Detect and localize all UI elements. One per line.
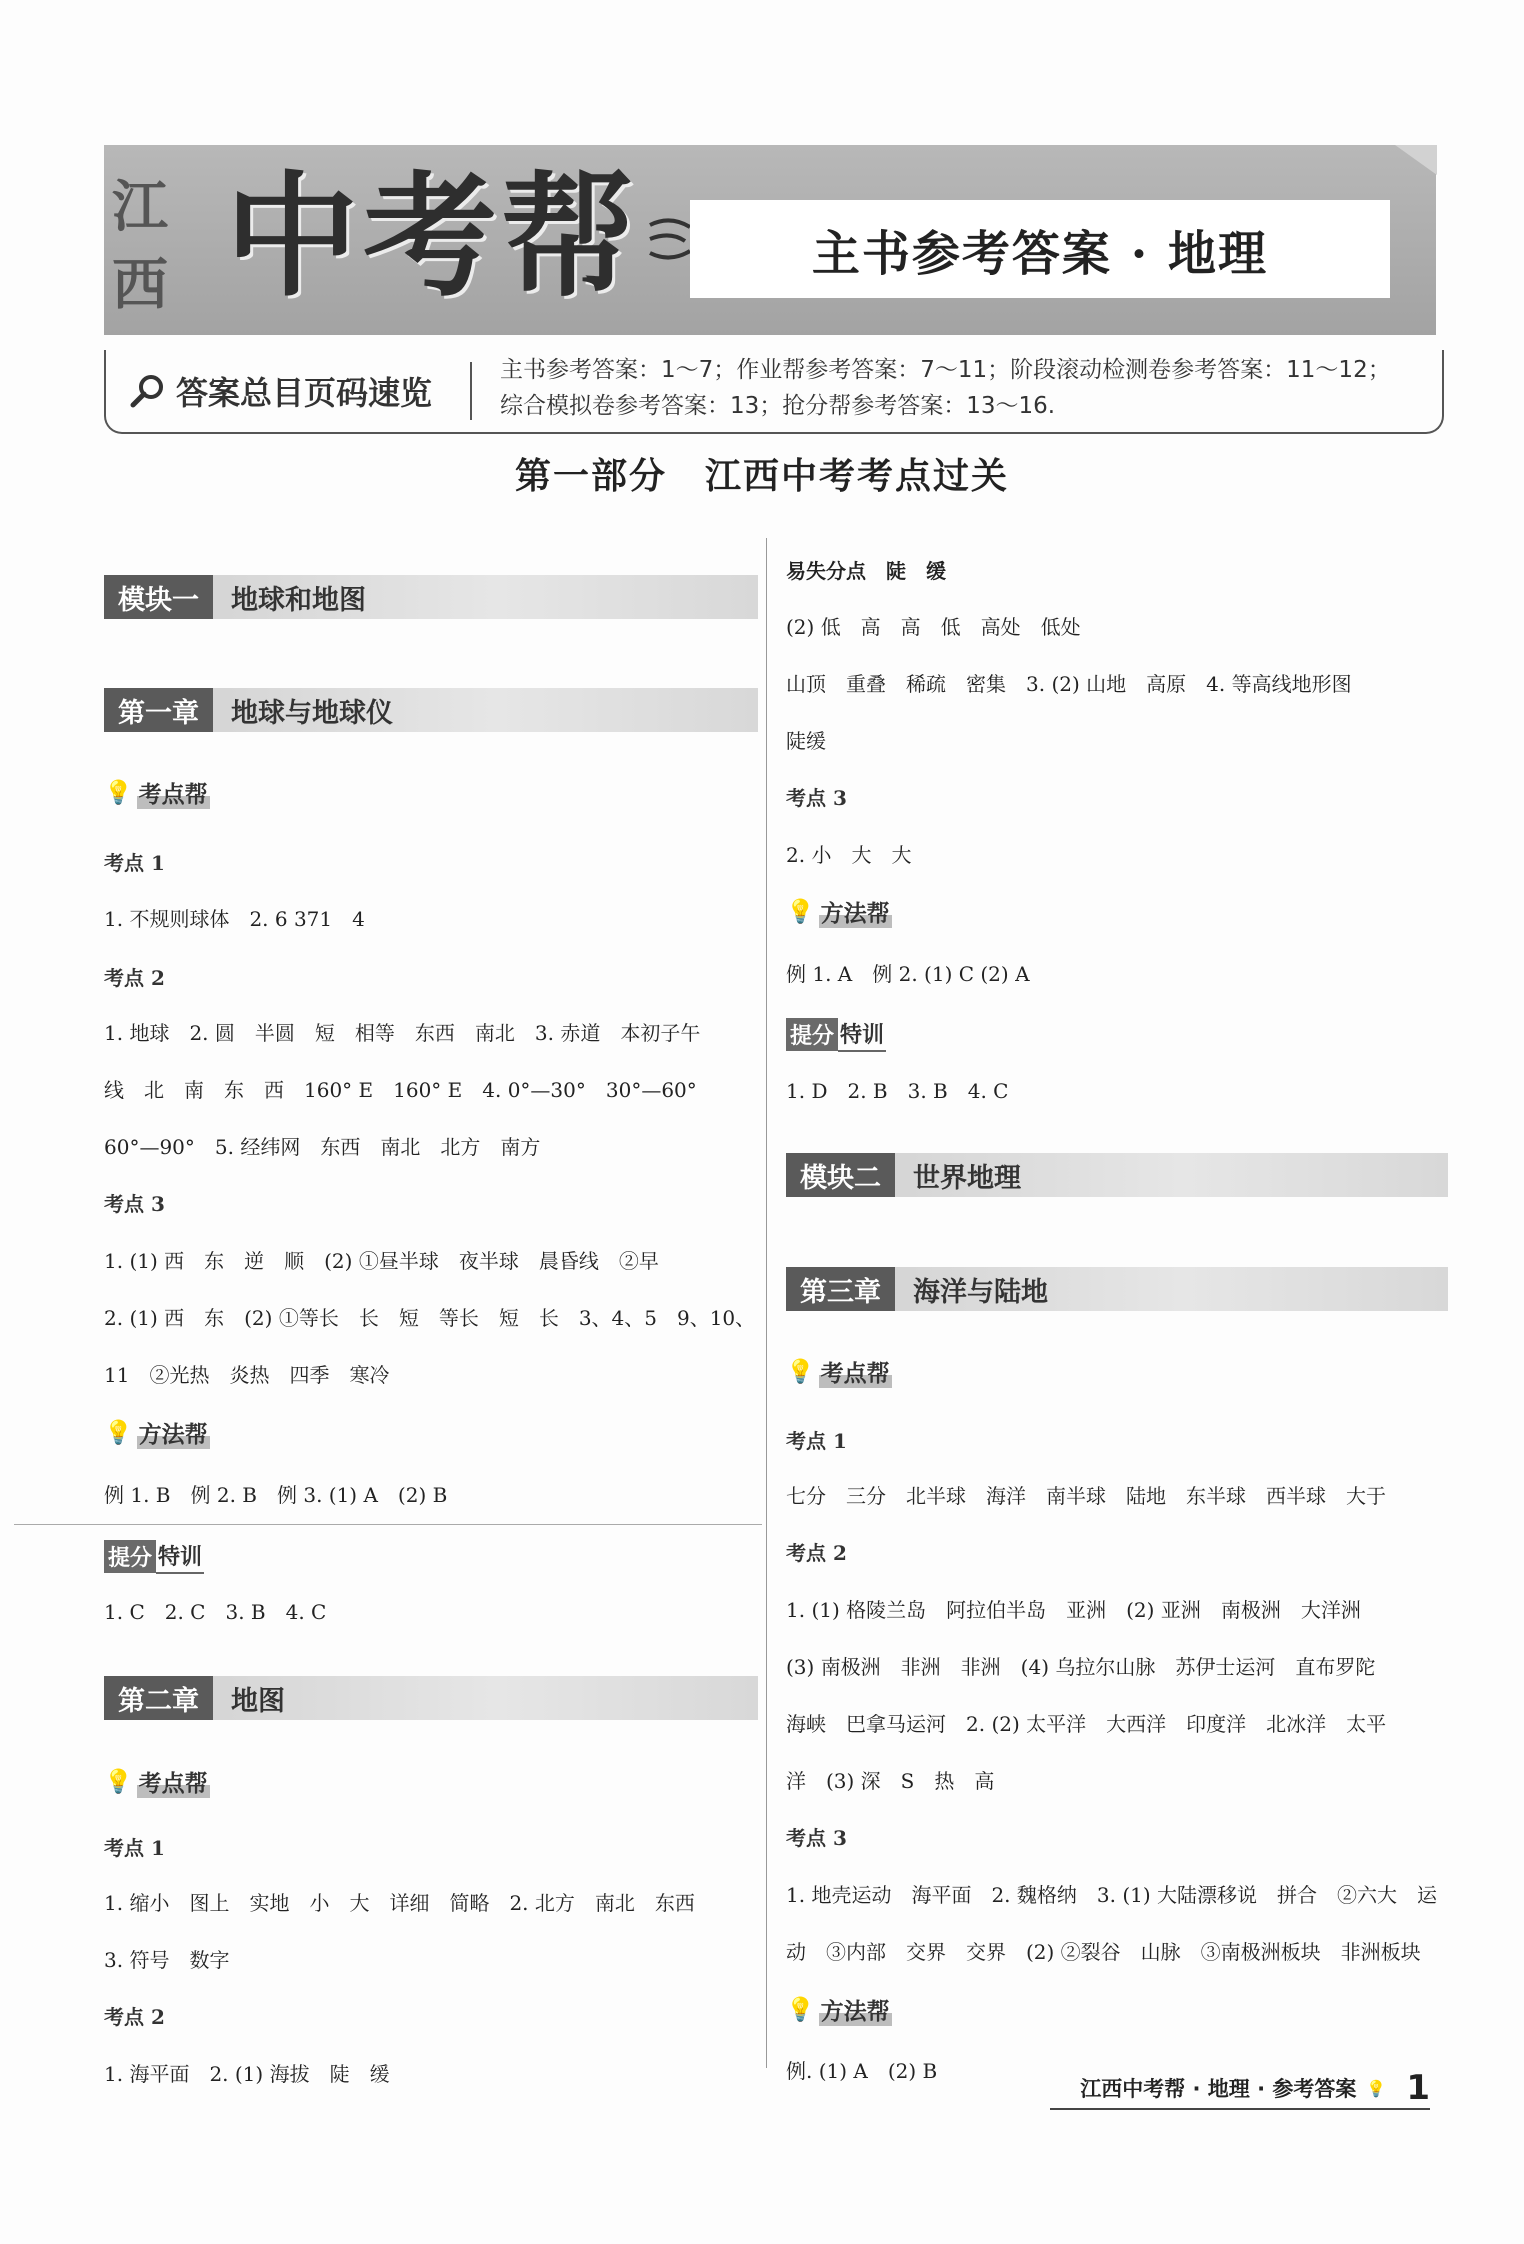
kd-heading: 考点 2 <box>786 1541 847 1565</box>
answer-line: 1. (1) 西 东 逆 顺 (2) ①昼半球 夜半球 晨昏线 ②早 <box>104 1249 659 1273</box>
answer-line: 例. (1) A (2) B <box>786 2059 938 2083</box>
tsz-a: 提分 <box>104 1540 156 1573</box>
module-1-bar <box>104 575 758 619</box>
kd-heading: 考点 1 <box>104 851 165 875</box>
tsz-b: 特训 <box>156 1539 204 1574</box>
bulb-icon: 💡 <box>786 899 815 925</box>
index-title-text: 答案总目页码速览 <box>176 374 433 412</box>
kd-heading: 考点 3 <box>786 1826 847 1850</box>
chapter-3-title: 海洋与陆地 <box>913 1276 1048 1308</box>
module-1-tag: 模块一 <box>104 575 213 619</box>
part-title: 第一部分 江西中考考点过关 <box>514 456 1009 497</box>
index-line-1: 主书参考答案：1～7；作业帮参考答案：7～11；阶段滚动检测卷参考答案：11～12； <box>500 357 1391 383</box>
ffb-label-3 <box>786 1993 892 2026</box>
bulb-icon: 💡 <box>786 1997 815 2023</box>
province-char-1: 江 <box>112 175 168 240</box>
bulb-icon: 💡 <box>786 1359 815 1385</box>
chapter-2-tag: 第二章 <box>104 1676 213 1720</box>
index-title <box>130 368 432 414</box>
module-2-title: 世界地理 <box>913 1162 1021 1194</box>
fold-line <box>14 1524 762 1525</box>
answer-line: 1. (1) 格陵兰岛 阿拉伯半岛 亚洲 (2) 亚洲 南极洲 大洋洲 <box>786 1598 1361 1622</box>
kdb-text: 考点帮 <box>137 776 210 809</box>
footer-text: 江西中考帮 · 地理 · 参考答案 <box>1080 2077 1357 2101</box>
subtitle: 主书参考答案 · 地理 <box>811 225 1269 282</box>
answer-line: 1. 地球 2. 圆 半圆 短 相等 东西 南北 3. 赤道 本初子午 <box>104 1021 701 1045</box>
answer-line: 1. 缩小 图上 实地 小 大 详细 简略 2. 北方 南北 东西 <box>104 1891 695 1915</box>
answer-line: 洋 (3) 深 S 热 高 <box>786 1769 995 1793</box>
kd-heading: 考点 3 <box>786 786 847 810</box>
ffb-label-1 <box>104 1416 210 1449</box>
answer-line: 动 ③内部 交界 交界 (2) ②裂谷 山脉 ③南极洲板块 非洲板块 <box>786 1940 1421 1964</box>
chapter-1-title: 地球与地球仪 <box>231 697 393 729</box>
bulb-icon: 💡 <box>104 780 133 806</box>
answer-line: 线 北 南 东 西 160° E 160° E 4. 0°—30° 30°—60° <box>104 1078 697 1102</box>
answer-line: 陡缓 <box>786 729 826 753</box>
answer-line: 海峡 巴拿马运河 2. (2) 太平洋 大西洋 印度洋 北冰洋 太平 <box>786 1712 1387 1736</box>
answer-line: 易失分点 陡 缓 <box>786 559 946 583</box>
module-2-bar <box>786 1153 1448 1197</box>
kdb-label-1 <box>104 776 210 809</box>
answer-line: 3. 符号 数字 <box>104 1948 230 1972</box>
answer-line: 1. D 2. B 3. B 4. C <box>786 1079 1009 1103</box>
ffb-text: 方法帮 <box>819 1993 892 2026</box>
answer-line: 1. 海平面 2. (1) 海拔 陡 缓 <box>104 2062 390 2086</box>
answer-line: 11 ②光热 炎热 四季 寒冷 <box>104 1363 390 1387</box>
kdb-label-2 <box>104 1765 210 1798</box>
kd-heading: 考点 2 <box>104 966 165 990</box>
ffb-text: 方法帮 <box>137 1416 210 1449</box>
chapter-1-tag: 第一章 <box>104 688 213 732</box>
bulb-icon: 💡 <box>1366 2078 1387 2098</box>
answer-line: 例 1. B 例 2. B 例 3. (1) A (2) B <box>104 1483 448 1507</box>
answer-line: (2) 低 高 高 低 高处 低处 <box>786 615 1081 639</box>
page-footer <box>1050 2068 1430 2110</box>
bulb-icon: 💡 <box>104 1769 133 1795</box>
kdb-text: 考点帮 <box>137 1765 210 1798</box>
kdb-label-3 <box>786 1355 892 1388</box>
answer-line: 1. 不规则球体 2. 6 371 4 <box>104 907 365 931</box>
brand-title: 中考帮 <box>225 159 640 315</box>
kdb-text: 考点帮 <box>819 1355 892 1388</box>
answer-line: 1. 地壳运动 海平面 2. 魏格纳 3. (1) 大陆漂移说 拼合 ②六大 运 <box>786 1883 1438 1907</box>
index-separator <box>470 362 472 420</box>
answer-line: 山顶 重叠 稀疏 密集 3. (2) 山地 高原 4. 等高线地形图 <box>786 672 1352 696</box>
kd-heading: 考点 1 <box>104 1836 165 1860</box>
ffb-text: 方法帮 <box>819 895 892 928</box>
tsz-b: 特训 <box>838 1017 886 1052</box>
answer-line: 60°—90° 5. 经纬网 东西 南北 北方 南方 <box>104 1135 541 1159</box>
subtitle-box <box>690 200 1390 298</box>
ffb-label-2 <box>786 895 892 928</box>
chapter-3-bar <box>786 1267 1448 1311</box>
chapter-3-tag: 第三章 <box>786 1267 895 1311</box>
index-text <box>500 352 1420 424</box>
chapter-1-bar <box>104 688 758 732</box>
module-2-tag: 模块二 <box>786 1153 895 1197</box>
magnifier-icon <box>130 373 166 409</box>
kd-heading: 考点 1 <box>786 1429 847 1453</box>
kd-heading: 考点 2 <box>104 2005 165 2029</box>
module-1-title: 地球和地图 <box>231 584 366 616</box>
column-divider <box>766 538 767 2068</box>
answer-line: 2. (1) 西 东 (2) ①等长 长 短 等长 短 长 3、4、5 9、10、 <box>104 1306 756 1330</box>
answer-line: 例 1. A 例 2. (1) C (2) A <box>786 962 1030 986</box>
answer-line: 七分 三分 北半球 海洋 南半球 陆地 东半球 西半球 大于 <box>786 1484 1386 1508</box>
answer-line: 1. C 2. C 3. B 4. C <box>104 1600 327 1624</box>
bulb-icon: 💡 <box>104 1420 133 1446</box>
index-line-2: 综合模拟卷参考答案：13；抢分帮参考答案：13～16. <box>500 393 1056 419</box>
kd-heading: 考点 3 <box>104 1192 165 1216</box>
chapter-2-title: 地图 <box>231 1685 285 1717</box>
answer-line: 2. 小 大 大 <box>786 843 912 867</box>
tsz-label-2 <box>786 1017 886 1052</box>
banner-fold-decoration <box>1395 145 1437 175</box>
answer-line: (3) 南极洲 非洲 非洲 (4) 乌拉尔山脉 苏伊士运河 直布罗陀 <box>786 1655 1376 1679</box>
province-char-2: 西 <box>112 253 168 318</box>
chapter-2-bar <box>104 1676 758 1720</box>
page-number: 1 <box>1406 2068 1430 2108</box>
swirl-icon <box>645 215 695 265</box>
tsz-label-1 <box>104 1539 204 1574</box>
tsz-a: 提分 <box>786 1018 838 1051</box>
